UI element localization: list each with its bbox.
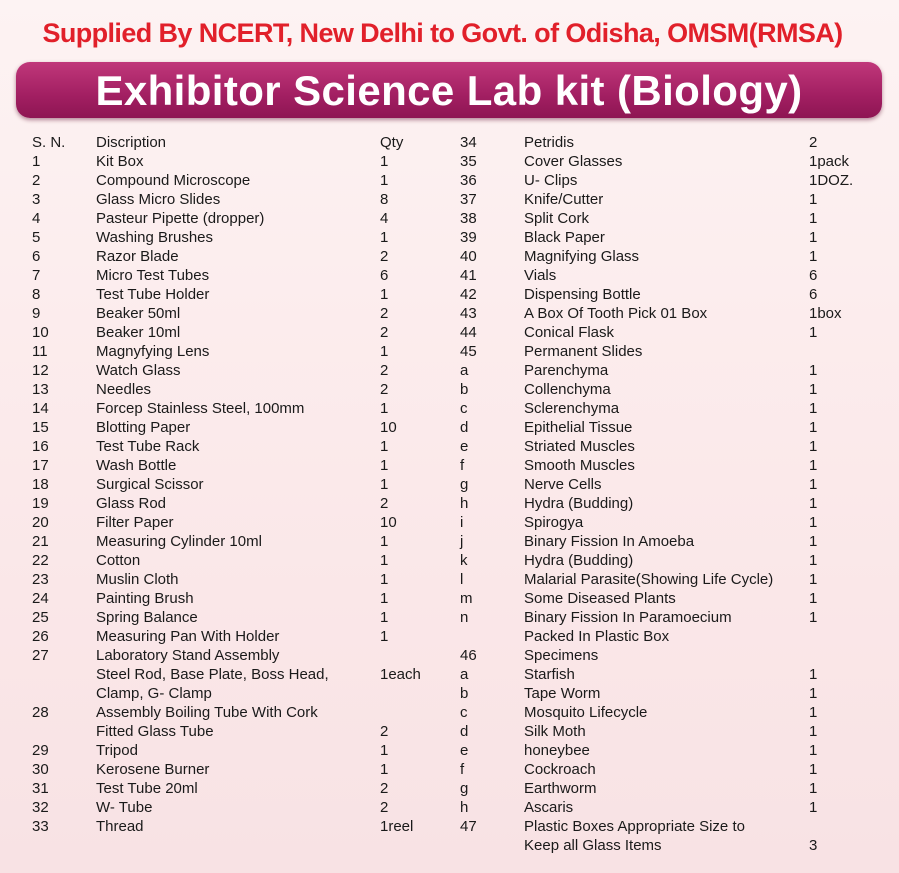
item-quantity: 1 [809,476,818,493]
item-quantity: 1DOZ. [809,172,854,189]
table-row [460,627,890,646]
item-description: Needles [96,381,152,398]
item-quantity: 3 [809,837,818,854]
item-description: Thread [96,818,144,835]
item-number: n [460,609,469,626]
table-row [460,361,890,380]
item-description: Binary Fission In Amoeba [524,533,695,550]
item-description: Micro Test Tubes [96,267,210,284]
table-row [460,380,890,399]
item-quantity: 2 [380,248,389,265]
item-quantity: 2 [380,780,389,797]
item-quantity: 2 [380,723,389,740]
item-number: 36 [460,172,477,189]
item-quantity: 1 [380,571,389,588]
item-description: Binary Fission In Paramoecium [524,609,732,626]
item-quantity: 10 [380,514,397,531]
item-number: 42 [460,286,477,303]
item-number: 10 [32,324,49,341]
item-number: 37 [460,191,477,208]
item-number: 4 [32,210,41,227]
item-number: 29 [32,742,49,759]
item-quantity: 10 [380,419,397,436]
table-row [32,228,452,247]
item-description: Black Paper [524,229,605,246]
table-row [32,703,452,722]
table-row [460,475,890,494]
title-banner [16,62,882,118]
item-number: 24 [32,590,49,607]
item-number: 1 [32,153,41,170]
table-row [32,551,452,570]
item-number: c [460,704,468,721]
table-row [32,437,452,456]
item-quantity: 1 [380,609,389,626]
item-number: e [460,438,469,455]
table-row [460,646,890,665]
item-description: Some Diseased Plants [524,590,676,607]
item-description: Clamp, G- Clamp [96,685,212,702]
table-row [32,304,452,323]
item-number: 18 [32,476,49,493]
table-row [32,247,452,266]
item-number: 43 [460,305,477,322]
table-row [460,399,890,418]
item-number: 9 [32,305,41,322]
table-row [32,608,452,627]
table-row [460,741,890,760]
item-description: Cotton [96,552,141,569]
table-row [460,152,890,171]
item-description: honeybee [524,742,590,759]
item-quantity: 2 [380,305,389,322]
item-number: 22 [32,552,49,569]
item-number: 46 [460,647,477,664]
item-quantity: 1 [380,343,389,360]
left-column [32,133,452,836]
item-number: 2 [32,172,41,189]
item-number: c [460,400,468,417]
item-number: 25 [32,609,49,626]
item-description: Test Tube 20ml [96,780,198,797]
item-quantity: 1reel [380,818,414,835]
item-quantity: 1 [809,210,818,227]
item-quantity: 1 [380,229,389,246]
item-description: Conical Flask [524,324,615,341]
item-number: h [460,799,469,816]
table-row [460,209,890,228]
item-quantity: 1 [380,172,389,189]
table-row [32,285,452,304]
table-row [32,456,452,475]
item-quantity: 1 [809,685,818,702]
item-number: 3 [32,191,41,208]
item-quantity: 1 [809,495,818,512]
item-number: d [460,723,469,740]
table-header-row [32,133,452,152]
table-row [460,684,890,703]
item-quantity: 1 [809,229,818,246]
item-quantity: 1each [380,666,421,683]
item-number: 35 [460,153,477,170]
item-quantity: 4 [380,210,389,227]
table-row [32,779,452,798]
table-row [460,285,890,304]
item-number: 27 [32,647,49,664]
item-number: b [460,381,469,398]
table-row [460,551,890,570]
item-description: Hydra (Budding) [524,495,634,512]
item-number: 28 [32,704,49,721]
table-row [460,437,890,456]
item-description: Beaker 50ml [96,305,181,322]
item-number: 41 [460,267,477,284]
item-number: 7 [32,267,41,284]
table-row [460,513,890,532]
item-description: Surgical Scissor [96,476,204,493]
item-number: 23 [32,571,49,588]
item-description: Epithelial Tissue [524,419,633,436]
table-row [32,171,452,190]
item-number: 5 [32,229,41,246]
table-row [460,570,890,589]
item-quantity: 2 [380,324,389,341]
item-quantity: 6 [380,267,389,284]
item-quantity: 1 [809,571,818,588]
item-number: 8 [32,286,41,303]
item-number: 26 [32,628,49,645]
supplier-line: Supplied By NCERT, New Delhi to Govt. of Odisha, OMSM(RMSA) [42,18,843,48]
item-description: Tape Worm [524,685,601,702]
item-description: Ascaris [524,799,574,816]
item-number: 32 [32,799,49,816]
item-number: 12 [32,362,49,379]
item-number: 39 [460,229,477,246]
item-description: Blotting Paper [96,419,191,436]
item-description: Muslin Cloth [96,571,179,588]
item-quantity: 1 [809,552,818,569]
item-description: Test Tube Rack [96,438,200,455]
table-row [460,836,890,855]
item-quantity: 2 [380,799,389,816]
item-description: Forcep Stainless Steel, 100mm [96,400,305,417]
item-quantity: 1 [809,704,818,721]
table-row [32,570,452,589]
item-description: Painting Brush [96,590,194,607]
item-quantity: 1 [809,400,818,417]
table-row [32,798,452,817]
item-number: 34 [460,134,477,151]
table-row [460,323,890,342]
item-description: Magnifying Glass [524,248,640,265]
item-quantity: 1 [380,552,389,569]
item-description: Sclerenchyma [524,400,620,417]
table-row [460,494,890,513]
header-sn: S. N. [32,134,66,151]
item-quantity: 1pack [809,153,850,170]
table-row [32,494,452,513]
item-quantity: 1 [380,628,389,645]
item-description: W- Tube [96,799,153,816]
table-row [460,760,890,779]
item-description: Nerve Cells [524,476,602,493]
table-row [460,722,890,741]
table-row [32,380,452,399]
item-description: Petridis [524,134,575,151]
item-description: Starfish [524,666,575,683]
item-description: Glass Micro Slides [96,191,221,208]
item-number: a [460,362,469,379]
item-quantity: 1 [380,400,389,417]
item-number: 16 [32,438,49,455]
item-description: Fitted Glass Tube [96,723,214,740]
item-quantity: 1 [380,286,389,303]
item-number: e [460,742,469,759]
table-row [32,532,452,551]
table-row [32,475,452,494]
item-number: i [460,514,464,531]
item-quantity: 6 [809,267,818,284]
item-description: Collenchyma [524,381,611,398]
item-quantity: 1 [380,761,389,778]
item-description: Dispensing Bottle [524,286,641,303]
item-number: l [460,571,464,588]
item-number: a [460,666,469,683]
item-number: 11 [32,343,48,360]
item-quantity: 2 [380,362,389,379]
table-row [32,266,452,285]
item-quantity: 1box [809,305,842,322]
item-quantity: 1 [809,248,818,265]
item-description: Hydra (Budding) [524,552,634,569]
item-number: 44 [460,324,477,341]
item-number: j [460,533,464,550]
table-row [460,703,890,722]
item-quantity: 1 [809,780,818,797]
table-row [460,190,890,209]
item-quantity: 1 [809,191,818,208]
item-number: 17 [32,457,49,474]
item-description: Filter Paper [96,514,174,531]
item-description: Razor Blade [96,248,179,265]
item-quantity: 1 [380,438,389,455]
item-description: Cover Glasses [524,153,623,170]
table-row [460,798,890,817]
table-row [460,133,890,152]
table-row [460,247,890,266]
item-quantity: 1 [380,533,389,550]
item-quantity: 1 [809,457,818,474]
table-row [32,646,452,665]
item-quantity: 1 [380,742,389,759]
item-number: g [460,780,469,797]
table-row [32,342,452,361]
item-description: Tripod [96,742,138,759]
item-description: Steel Rod, Base Plate, Boss Head, [96,666,329,683]
item-number: 21 [32,533,49,550]
table-row [32,817,452,836]
table-row [460,266,890,285]
item-description: Test Tube Holder [96,286,210,303]
item-quantity: 2 [809,134,818,151]
item-description: Laboratory Stand Assembly [96,647,280,664]
item-quantity: 1 [809,799,818,816]
table-row [460,532,890,551]
item-description: Plastic Boxes Appropriate Size to [524,818,745,835]
table-row [32,513,452,532]
item-description: Glass Rod [96,495,167,512]
table-row [32,760,452,779]
item-number: 15 [32,419,49,436]
item-number: b [460,685,469,702]
item-description: Parenchyma [524,362,609,379]
item-description: Compound Microscope [96,172,251,189]
item-quantity: 1 [809,514,818,531]
item-quantity: 1 [380,457,389,474]
table-row [32,209,452,228]
item-number: d [460,419,469,436]
item-description: Keep all Glass Items [524,837,662,854]
item-quantity: 1 [809,362,818,379]
table-row [460,418,890,437]
item-number: 47 [460,818,477,835]
table-row [460,608,890,627]
table-row [32,589,452,608]
item-description: Packed In Plastic Box [524,628,670,645]
table-row [460,589,890,608]
item-number: 19 [32,495,49,512]
table-row [32,722,452,741]
item-number: 45 [460,343,477,360]
table-row [32,399,452,418]
item-description: Magnyfying Lens [96,343,210,360]
table-row [32,684,452,703]
item-description: Mosquito Lifecycle [524,704,648,721]
item-quantity: 1 [809,723,818,740]
table-row [32,323,452,342]
item-description: Measuring Cylinder 10ml [96,533,262,550]
item-quantity: 1 [809,590,818,607]
item-description: Specimens [524,647,599,664]
table-row [460,779,890,798]
item-quantity: 1 [809,742,818,759]
table-row [32,361,452,380]
table-row [460,817,890,836]
item-description: Kerosene Burner [96,761,210,778]
item-number: f [460,457,465,474]
item-description: Spirogya [524,514,584,531]
item-description: Striated Muscles [524,438,635,455]
item-quantity: 1 [809,666,818,683]
item-description: Vials [524,267,557,284]
table-row [32,627,452,646]
item-description: Washing Brushes [96,229,213,246]
item-quantity: 1 [380,153,389,170]
table-row [460,665,890,684]
item-number: 14 [32,400,49,417]
item-quantity: 1 [809,609,818,626]
item-description: Permanent Slides [524,343,643,360]
item-description: Cockroach [524,761,596,778]
item-number: 33 [32,818,49,835]
item-description: Watch Glass [96,362,181,379]
banner-title: Exhibitor Science Lab kit (Biology) [95,67,803,114]
table-row [460,456,890,475]
item-description: A Box Of Tooth Pick 01 Box [524,305,708,322]
item-description: Kit Box [96,153,144,170]
table-row [32,190,452,209]
item-number: k [460,552,468,569]
item-quantity: 1 [809,533,818,550]
item-description: Measuring Pan With Holder [96,628,280,645]
item-quantity: 1 [809,761,818,778]
item-description: Pasteur Pipette (dropper) [96,210,265,227]
item-number: 40 [460,248,477,265]
item-description: Smooth Muscles [524,457,635,474]
item-quantity: 1 [380,590,389,607]
table-row [460,171,890,190]
item-quantity: 1 [809,381,818,398]
item-quantity: 2 [380,381,389,398]
table-row [32,152,452,171]
item-number: m [460,590,473,607]
header-qty: Qty [380,134,404,151]
item-number: 20 [32,514,49,531]
item-description: Earthworm [524,780,597,797]
item-description: Malarial Parasite(Showing Life Cycle) [524,571,774,588]
item-number: 13 [32,381,49,398]
table-row [460,228,890,247]
item-description: Knife/Cutter [524,191,604,208]
item-number: 38 [460,210,477,227]
item-description: U- Clips [524,172,578,189]
right-column [460,133,890,855]
header-description: Discription [96,134,167,151]
item-number: 31 [32,780,49,797]
table-row [460,342,890,361]
item-description: Split Cork [524,210,590,227]
item-quantity: 8 [380,191,389,208]
item-quantity: 2 [380,495,389,512]
table-row [32,418,452,437]
item-number: g [460,476,469,493]
item-description: Assembly Boiling Tube With Cork [96,704,318,721]
table-row [32,741,452,760]
item-quantity: 1 [380,476,389,493]
item-quantity: 1 [809,419,818,436]
item-number: f [460,761,465,778]
item-number: h [460,495,469,512]
item-description: Beaker 10ml [96,324,181,341]
item-number: 30 [32,761,49,778]
item-description: Wash Bottle [96,457,177,474]
item-quantity: 6 [809,286,818,303]
item-quantity: 1 [809,438,818,455]
item-description: Silk Moth [524,723,586,740]
table-row [460,304,890,323]
item-number: 6 [32,248,41,265]
item-quantity: 1 [809,324,818,341]
table-row [32,665,452,684]
item-description: Spring Balance [96,609,198,626]
